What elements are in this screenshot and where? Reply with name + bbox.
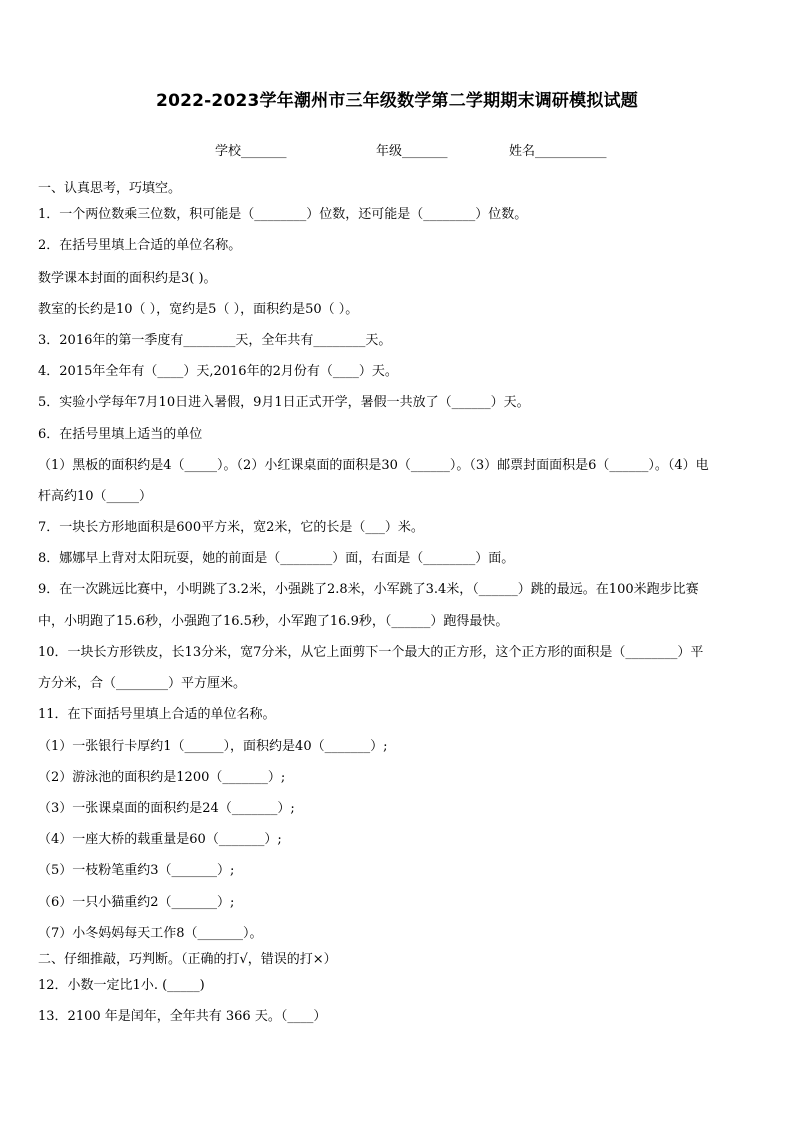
question-10-line-2: 方分米，合（________）平方厘米。: [38, 676, 247, 691]
question-8: 8．娜娜早上背对太阳玩耍，她的前面是（________）面，右面是（________）面。: [38, 551, 515, 566]
question-6-line-1: （1）黑板的面积约是4（_____）。（2）小红课桌面的面积是30（______）。（3）邮票封面面积是6（______）。（4）电: [38, 458, 709, 473]
question-1: 1．一个两位数乘三位数，积可能是（________）位数，还可能是（________）位数。: [38, 207, 528, 222]
question-11-item-3: （3）一张课桌面的面积约是24（_______）;: [38, 801, 295, 816]
page-title: 2022-2023学年潮州市三年级数学第二学期期末调研模拟试题: [156, 91, 638, 111]
question-12: 12．小数一定比1小. (_____): [38, 978, 205, 993]
question-4: 4．2015年全年有（____）天,2016年的2月份有（____）天。: [38, 364, 398, 379]
grade-field: 年级_______: [376, 144, 448, 159]
question-5: 5．实验小学每年7月10日进入暑假，9月1日正式开学，暑假一共放了（______）天。: [38, 395, 530, 410]
question-11-item-2: （2）游泳池的面积约是1200（_______）;: [38, 770, 286, 785]
section-2-heading: 二、仔细推敲，巧判断。（正确的打√，错误的打×）: [38, 952, 337, 967]
question-11-item-7: （7）小冬妈妈每天工作8（_______）。: [38, 926, 263, 941]
name-field: 姓名___________: [509, 144, 607, 159]
question-2-line-1: 数学课本封面的面积约是3( )。: [38, 271, 217, 286]
section-1-heading: 一、认真思考，巧填空。: [38, 181, 182, 196]
question-6-line-2: 杆高约10（_____）: [38, 489, 153, 504]
question-7: 7．一块长方形地面积是600平方米，宽2米，它的长是（___）米。: [38, 520, 424, 535]
question-11-item-4: （4）一座大桥的载重量是60（_______）;: [38, 832, 282, 847]
question-11-item-6: （6）一只小猫重约2（_______）;: [38, 895, 235, 910]
question-9-line-1: 9．在一次跳远比赛中，小明跳了3.2米，小强跳了2.8米，小军跳了3.4米，（______）跳的最远。在100米跑步比赛: [38, 582, 699, 597]
question-11-item-5: （5）一枝粉笔重约3（_______）;: [38, 863, 235, 878]
question-10-line-1: 10．一块长方形铁皮，长13分米，宽7分米，从它上面剪下一个最大的正方形，这个正方形的面积是（________）平: [38, 645, 704, 660]
question-2-line-2: 教室的长约是10（ ），宽约是5（ ），面积约是50（ ）。: [38, 302, 359, 317]
school-field: 学校_______: [215, 144, 287, 159]
question-2: 2．在括号里填上合适的单位名称。: [38, 238, 242, 253]
question-6: 6．在括号里填上适当的单位: [38, 427, 203, 442]
question-9-line-2: 中，小明跑了15.6秒，小强跑了16.5秒，小军跑了16.9秒，（______）跑得最快。: [38, 614, 509, 629]
question-11-item-1: （1）一张银行卡厚约1（______），面积约是40（_______）;: [38, 739, 388, 754]
question-13: 13．2100 年是闰年，全年共有 366 天。（____）: [38, 1009, 327, 1024]
question-3: 3．2016年的第一季度有________天，全年共有________天。: [38, 333, 392, 348]
question-11: 11．在下面括号里填上合适的单位名称。: [38, 707, 276, 722]
